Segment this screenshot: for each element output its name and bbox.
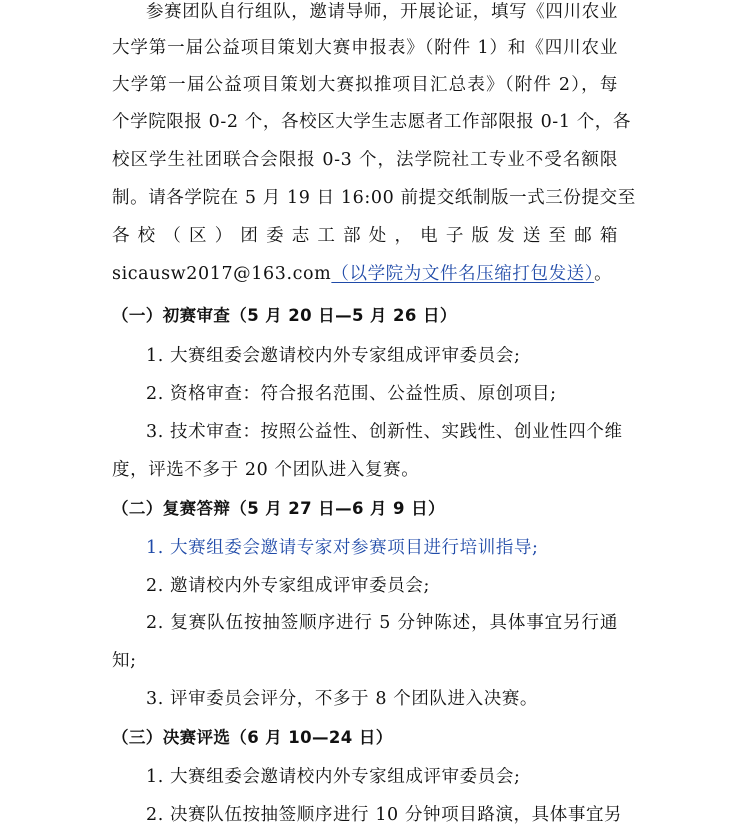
- section2-item-1: 1. 大赛组委会邀请专家对参赛项目进行培训指导;: [146, 538, 539, 558]
- section3-item-2: [146, 797, 623, 833]
- email-address[interactable]: sicausw2017@163.com: [112, 264, 332, 284]
- intro-period: 。: [594, 264, 613, 284]
- intro-line-1: [146, 0, 618, 30]
- intro-line-5-text: 校区学生社团联合会限报 0-3 个，法学院社工专业不受名额限: [112, 150, 618, 170]
- section2-item-3-line-2: 知;: [112, 651, 137, 671]
- zip-instructions-link[interactable]: （以学院为文件名压缩打包发送）: [331, 264, 595, 284]
- intro-line-8: [112, 256, 632, 292]
- intro-line-6-text: 制。请各学院在 5 月 19 日 16:00 前提交纸制版一式三份提交至: [112, 188, 636, 208]
- intro-line-7: [112, 218, 618, 254]
- intro-line-1-text: 参赛团队自行组队，邀请导师，开展论证，填写《四川农业: [146, 2, 618, 22]
- intro-line-2-text: 大学第一届公益项目策划大赛申报表》（附件 1）和《四川农业: [112, 38, 618, 58]
- section2-item-3-line-1: [146, 605, 618, 641]
- intro-line-4-text: 个学院限报 0-2 个，各校区大学生志愿者工作部限报 0-1 个，各: [112, 112, 632, 132]
- intro-line-2: [112, 30, 618, 66]
- section1-heading: （一）初赛审查（5 月 20 日—5 月 26 日）: [112, 306, 457, 325]
- section1-item-2: 2. 资格审查：符合报名范围、公益性质、原创项目;: [146, 384, 557, 404]
- intro-line-3: [112, 67, 618, 103]
- section3-item-1: 1. 大赛组委会邀请校内外专家组成评审委员会;: [146, 767, 521, 787]
- section1-item-1: 1. 大赛组委会邀请校内外专家组成评审委员会;: [146, 346, 521, 366]
- intro-line-3-text: 大学第一届公益项目策划大赛拟推项目汇总表》（附件 2），每: [112, 75, 618, 95]
- section2-item-3-line-1-text: 2. 复赛队伍按抽签顺序进行 5 分钟陈述，具体事宜另行通: [146, 613, 618, 633]
- section2-item-2: 2. 邀请校内外专家组成评审委员会;: [146, 576, 430, 596]
- section2-item-4: 3. 评审委员会评分，不多于 8 个团队进入决赛。: [146, 689, 539, 709]
- intro-line-4: [112, 104, 632, 140]
- intro-line-6: [112, 180, 636, 216]
- section3-item-2-text: 2. 决赛队伍按抽签顺序进行 10 分钟项目路演，具体事宜另: [146, 805, 623, 825]
- intro-line-7-text: 各校（区）团委志工部处，电子版发送至邮箱: [112, 226, 618, 246]
- section3-heading: （三）决赛评选（6 月 10—24 日）: [112, 728, 393, 747]
- section2-heading: （二）复赛答辩（5 月 27 日—6 月 9 日）: [112, 499, 445, 518]
- section1-item-3-line-1: [146, 414, 623, 450]
- intro-line-5: [112, 142, 618, 178]
- section1-item-3-line-1-text: 3. 技术审查：按照公益性、创新性、实践性、创业性四个维: [146, 422, 623, 442]
- section1-item-3-line-2: 度，评选不多于 20 个团队进入复赛。: [112, 460, 420, 480]
